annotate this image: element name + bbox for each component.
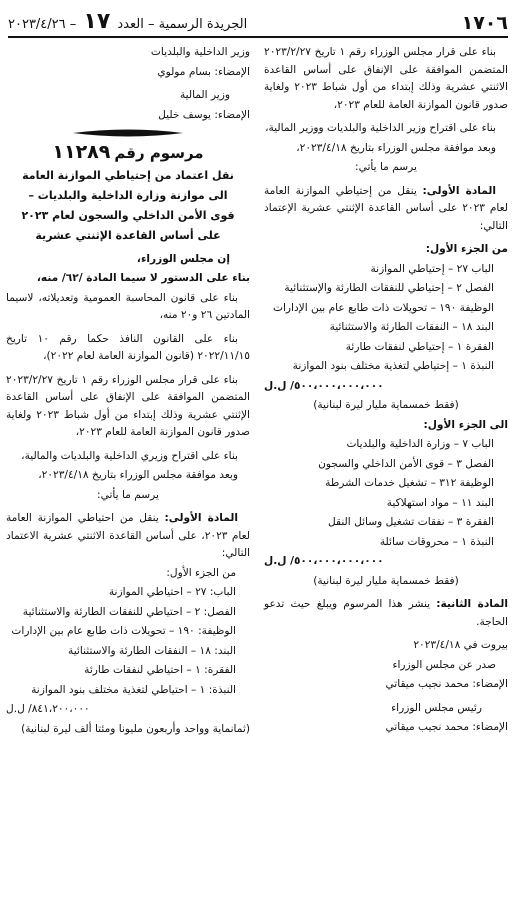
- section-divider: [6, 128, 250, 138]
- lc-accounting-law: بناء على قانون المحاسبة العمومية وتعديلاته، لاسيما المادتين ٢٦ و٢٠ منه،: [6, 291, 250, 321]
- lc-appropriation-line: الباب: ٢٧ – احتياطي الموازنة: [108, 586, 236, 598]
- lc-from-part: من الجزء الأول:: [166, 566, 236, 579]
- rc-from-line: الفقرة ١ – إحتياطي لنفقات طارئة: [345, 340, 494, 353]
- lc-appropriation-lines: [6, 584, 250, 699]
- lc-minister-finance: وزير المالية: [179, 89, 230, 101]
- decree-title-line: الى موازنة وزارة الداخلية والبلديات –: [28, 188, 228, 202]
- lc-article-1-label: المادة الأولى:: [164, 512, 238, 524]
- decree-title-line: نقل اعتماد من إحتياطي الموازنة العامة: [22, 168, 234, 182]
- lc-appropriation-line: النبذة: ١ – احتياطي لتغذية مختلف بنود الموازنة: [31, 683, 236, 696]
- lc-constitution: بناء على الدستور لا سيما المادة /٦٢/ منه،: [36, 272, 250, 284]
- issue-date: – ٢٠٢٣/٤/٢٦: [8, 17, 77, 32]
- lc-decision: بناء على قرار مجلس الوزراء رقم ١ تاريخ ٢٠٢٣/٢/٢٧ المتضمن الموافقة على الإنفاق على أساس القاعدة الإثنتي عشرية وذلك إبتداء من أول شباط ٢٠٢٣ ولغاية صدور قانون الموازنة العامة للعام ٢٠٢٣،: [6, 373, 250, 438]
- rc-article-1-text: ينقل من إحتياطي الموازنة العامة لعام ٢٠٢٣ على أساس القاعدة الإثنتي عشرية الإعتماد التالي:: [264, 184, 508, 232]
- lc-proposal: بناء على اقتراح وزيري الداخلية والبلديات والمالية،: [21, 449, 238, 462]
- lc-appropriation-line: الفصل: ٢ – احتياطي للنفقات الطارئة والاستثنائية: [22, 605, 236, 618]
- page-number: ١٧٠٦: [461, 12, 508, 34]
- rc-pm-title: رئيس مجلس الوزراء: [391, 701, 482, 714]
- gazette-name: الجريدة الرسمية – العدد: [117, 17, 248, 32]
- rc-decision-paragraph: بناء على قرار مجلس الوزراء رقم ١ تاريخ ٢٠٢٣/٢/٢٧ المتضمن الموافقة على الإنفاق على أساس القاعدة الاثنتي عشرية وذلك إبتداء من أول شباط ٢٠٢٣ ولغاية صدور قانون الموازنة العامة للعام ٢٠٢٣،: [264, 46, 508, 111]
- rc-article-1: [264, 183, 508, 236]
- lc-approval: وبعد موافقة مجلس الوزراء بتاريخ ٢٠٢٣/٤/١٨،: [38, 469, 238, 481]
- rc-from-words: (فقط خمسماية مليار ليرة لبنانية): [313, 399, 459, 411]
- issue-number: ١٧: [83, 9, 111, 34]
- decree-title-line: على أساس القاعدة الإثنتي عشرية: [35, 228, 221, 242]
- decree-title-line: قوى الأمن الداخلي والسجون لعام ٢٠٢٣: [21, 208, 235, 222]
- rc-proposal-paragraph: بناء على اقتراح وزير الداخلية والبلديات ووزير المالية،: [265, 122, 496, 134]
- rc-to-line: البند ١١ – مواد استهلاكية: [386, 496, 494, 509]
- lc-decree-phrase: يرسم ما يأتي:: [97, 488, 159, 501]
- lc-minister-interior: وزير الداخلية والبلديات: [150, 46, 250, 58]
- rc-approval-paragraph: وبعد موافقة مجلس الوزراء بتاريخ ٢٠٢٣/٤/١٨،: [296, 141, 496, 154]
- gazette-title: [8, 9, 247, 34]
- decree-label: مرسوم رقم: [114, 144, 204, 162]
- rc-place-date: بيروت في ٢٠٢٣/٤/١٨: [413, 639, 508, 651]
- rc-to-amount: ٥٠٠،٠٠٠،٠٠٠،٠٠٠/ ل.ل: [264, 555, 384, 567]
- decree-heading: [6, 141, 250, 163]
- rc-to-line: الفصل ٣ – قوى الأمن الداخلي والسجون: [318, 457, 494, 470]
- rc-to-lines: [264, 436, 508, 551]
- lc-article-1-text: ينقل من احتياطي الموازنة العامة لعام ٢٠٢٣، على أساس القاعدة الاثنتي عشرية الاعتماد التالي:: [6, 512, 250, 559]
- rc-from-line: البند ١٨ – النفقات الطارئة والاستثنائية: [329, 321, 494, 333]
- rc-article-2: [264, 596, 508, 631]
- left-column: [6, 44, 250, 740]
- right-column: [264, 44, 508, 739]
- lc-appropriation-line: البند: ١٨ – النفقات الطارئة والاستثنائية: [68, 644, 236, 657]
- rc-article-2-label: المادة الثانية:: [436, 598, 508, 610]
- rc-to-line: الباب ٧ – وزارة الداخلية والبلديات: [346, 438, 494, 450]
- rc-article-2-text: ينشر هذا المرسوم ويبلغ حيث تدعو الحاجة.: [264, 598, 508, 628]
- lc-amount: ٨٤١،٢٠٠،٠٠٠/ ل.ل: [6, 703, 90, 715]
- lc-cabinet: إن مجلس الوزراء،: [136, 252, 230, 265]
- rc-signature-2: الإمضاء: محمد نجيب ميقاتي: [385, 721, 508, 733]
- page-header: [8, 8, 508, 38]
- lc-signature-khalil: الإمضاء: يوسف خليل: [158, 108, 250, 121]
- rc-from-line: الوظيفة ١٩٠ – تحويلات ذات طابع عام بين الإدارات: [272, 301, 494, 314]
- lc-article-1: [6, 510, 250, 563]
- lc-amount-words: (ثمانماية وواحد وأربعون مليونا ومئتا ألف ليرة لبنانية): [21, 722, 250, 735]
- rc-to-line: الفقرة ٣ – نفقات تشغيل وسائل النقل: [327, 516, 494, 528]
- decree-number: ١١٢٨٩: [52, 141, 111, 163]
- rc-to-part: الى الجزء الأول:: [423, 418, 508, 431]
- rc-to-line: النبذة ١ – محروقات سائلة: [379, 535, 494, 548]
- rc-to-line: الوظيفة ٣١٢ – تشغيل خدمات الشرطة: [325, 477, 494, 489]
- rc-signature-1: الإمضاء: محمد نجيب ميقاتي: [385, 678, 508, 690]
- rc-from-line: النبذة ١ – إحتياطي لتغذية مختلف بنود الموازنة: [292, 360, 494, 372]
- decree-title: [6, 167, 250, 245]
- rc-article-1-label: المادة الأولى:: [422, 184, 496, 197]
- rc-from-lines: [264, 261, 508, 376]
- rc-to-words: (فقط خمسماية مليار ليرة لبنانية): [313, 574, 459, 587]
- rc-issued-by: صدر عن مجلس الوزراء: [392, 658, 496, 671]
- rc-from-line: الفصل ٢ – إحتياطي للنفقات الطارئة والإستثنائية: [284, 282, 494, 294]
- rc-from-line: الباب ٢٧ – إحتياطي الموازنة: [370, 262, 494, 275]
- lc-appropriation-line: الفقرة: ١ – احتياطي لنفقات طارئة: [84, 664, 236, 676]
- rc-from-part: من الجزء الأول:: [425, 243, 508, 255]
- lc-signature-mawlawi: الإمضاء: بسام مولوي: [157, 65, 250, 78]
- rc-from-amount: ٥٠٠،٠٠٠،٠٠٠،٠٠٠/ ل.ل: [264, 379, 384, 392]
- lc-appropriation-line: الوظيفة: ١٩٠ – تحويلات ذات طابع عام بين الإدارات: [11, 625, 236, 637]
- lc-law-10: بناء على القانون النافذ حكما رقم ١٠ تاريخ ٢٠٢٢/١١/١٥ (قانون الموازنة العامة لعام ٢٠٢٢)،: [6, 332, 250, 362]
- rc-decree-phrase: يرسم ما يأتي:: [355, 161, 417, 173]
